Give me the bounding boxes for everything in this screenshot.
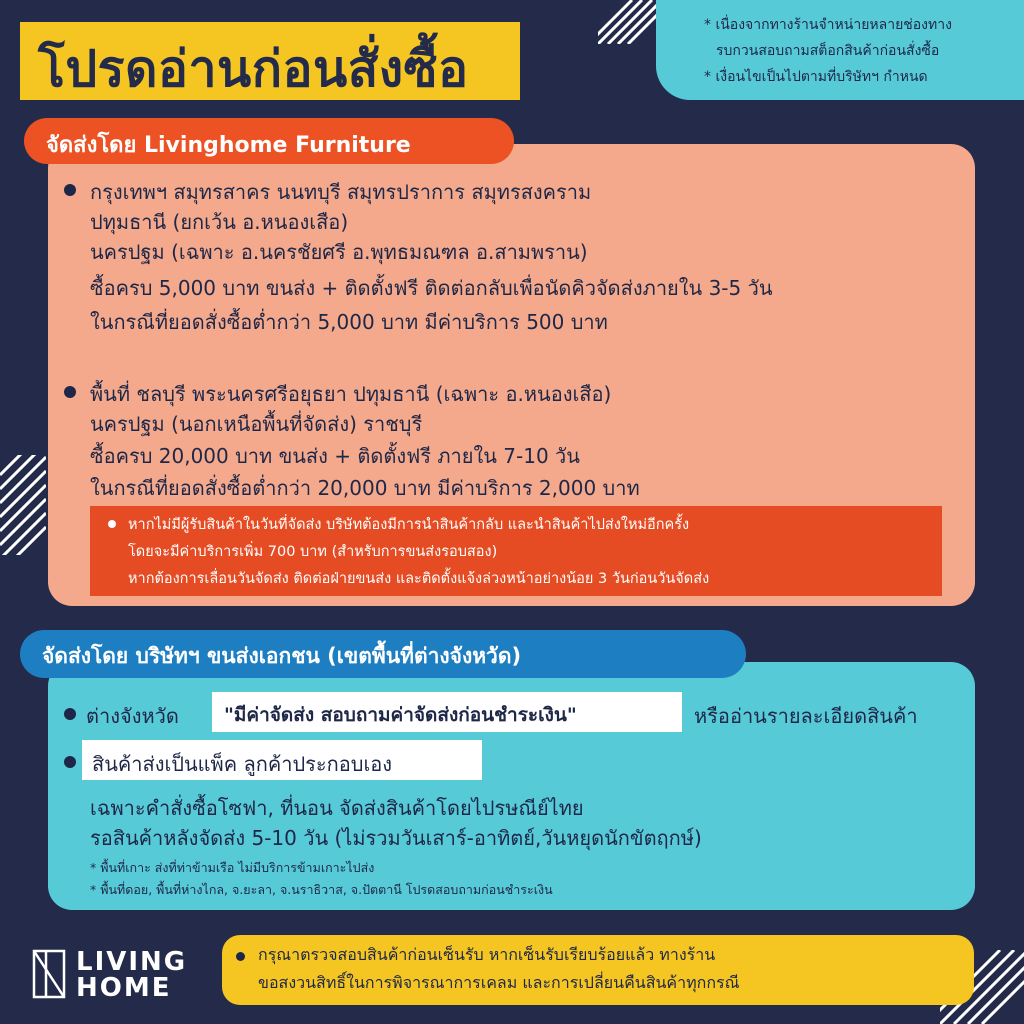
inspection-note bbox=[222, 935, 974, 1005]
bullet-icon bbox=[64, 184, 76, 196]
group2-line: ซื้อครบ 20,000 บาท ขนส่ง + ติดตั้งฟรี ภายใน 7-10 วัน bbox=[90, 444, 580, 468]
section2-header bbox=[20, 630, 746, 678]
pack-text: สินค้าส่งเป็นแพ็ค ลูกค้าประกอบเอง bbox=[92, 752, 393, 776]
group1-line: ในกรณีที่ยอดสั่งซื้อต่ำกว่า 5,000 บาท มีค่าบริการ 500 บาท bbox=[90, 310, 608, 334]
logo-mark-icon bbox=[32, 949, 66, 999]
note-line: หากต้องการเลื่อนวันจัดส่ง ติดต่อฝ่ายขนส่ง และติดตั้งแจ้งล่วงหน้าอย่างน้อย 3 วันก่อนวันจัดส่ง bbox=[128, 571, 710, 587]
logo-text-line2: HOME bbox=[76, 973, 172, 1003]
note-line: โดยจะมีค่าบริการเพิ่ม 700 บาท (สำหรับการขนส่งรอบสอง) bbox=[128, 544, 498, 560]
section1-header-label: จัดส่งโดย Livinghome Furniture bbox=[46, 133, 411, 158]
section2-header-label: จัดส่งโดย บริษัทฯ ขนส่งเอกชน (เขตพื้นที่ต่างจังหวัด) bbox=[42, 644, 522, 668]
group1-line: ปทุมธานี (ยกเว้น อ.หนองเสือ) bbox=[90, 210, 349, 234]
bullet-icon bbox=[236, 952, 245, 961]
decor-stripes-top bbox=[598, 0, 656, 44]
province-label: ต่างจังหวัด bbox=[86, 704, 179, 728]
group2-line: พื้นที่ ชลบุรี พระนครศรีอยุธยา ปทุมธานี (เฉพาะ อ.หนองเสือ) bbox=[90, 382, 612, 406]
section1-header bbox=[24, 118, 514, 164]
shipping-fee-text: "มีค่าจัดส่ง สอบถามค่าจัดส่งก่อนชำระเงิน" bbox=[224, 704, 577, 726]
notice-line: * เงื่อนไขเป็นไปตามที่บริษัทฯ กำหนด bbox=[704, 69, 928, 85]
pack-highlight bbox=[82, 740, 482, 780]
decor-stripes-left bbox=[0, 455, 46, 555]
footnote: * พื้นที่เกาะ ส่งที่ท่าข้ามเรือ ไม่มีบริการข้ามเกาะไปส่ง bbox=[90, 860, 375, 875]
top-notice bbox=[656, 0, 1024, 100]
bullet-icon bbox=[108, 520, 116, 528]
page-title: โปรดอ่านก่อนสั่งซื้อ bbox=[38, 40, 469, 98]
group1-line: นครปฐม (เฉพาะ อ.นครชัยศรี อ.พุทธมณฑล อ.สามพราน) bbox=[90, 240, 588, 264]
bullet-icon bbox=[64, 756, 76, 768]
section2-line: รอสินค้าหลังจัดส่ง 5-10 วัน (ไม่รวมวันเสาร์-อาทิตย์,วันหยุดนักขัตฤกษ์) bbox=[90, 826, 702, 850]
shipping-fee-highlight bbox=[212, 692, 682, 732]
note-line: หากไม่มีผู้รับสินค้าในวันที่จัดส่ง บริษัทต้องมีการนำสินค้ากลับ และนำสินค้าไปส่งใหม่อีกครั้ง bbox=[128, 517, 690, 533]
notice-line: * เนื่องจากทางร้านจำหน่ายหลายช่องทาง bbox=[704, 17, 952, 33]
group1-line: ซื้อครบ 5,000 บาท ขนส่ง + ติดตั้งฟรี ติดต่อกลับเพื่อนัดคิวจัดส่งภายใน 3-5 วัน bbox=[90, 276, 773, 300]
section2-line: เฉพาะคำสั่งซื้อโซฟา, ที่นอน จัดส่งสินค้าโดยไปรษณีย์ไทย bbox=[90, 796, 584, 820]
group2-line: นครปฐม (นอกเหนือพื้นที่จัดส่ง) ราชบุรี bbox=[90, 412, 423, 436]
section2-panel bbox=[48, 662, 975, 910]
title-banner bbox=[20, 22, 520, 100]
notice-line: รบกวนสอบถามสต็อกสินค้าก่อนสั่งซื้อ bbox=[716, 43, 940, 59]
read-details-text: หรืออ่านรายละเอียดสินค้า bbox=[694, 704, 918, 728]
bullet-icon bbox=[64, 708, 76, 720]
inspection-line: ขอสงวนสิทธิ์ในการพิจารณาการเคลม และการเปลี่ยนคืนสินค้าทุกกรณี bbox=[258, 973, 740, 992]
group2-line: ในกรณีที่ยอดสั่งซื้อต่ำกว่า 20,000 บาท มีค่าบริการ 2,000 บาท bbox=[90, 476, 640, 500]
redelivery-note bbox=[90, 506, 942, 596]
inspection-line: กรุณาตรวจสอบสินค้าก่อนเซ็นรับ หากเซ็นรับเรียบร้อยแล้ว ทางร้าน bbox=[258, 945, 716, 964]
logo-text-line1: LIVING bbox=[76, 947, 188, 977]
group1-line: กรุงเทพฯ สมุทรสาคร นนทบุรี สมุทรปราการ สมุทรสงคราม bbox=[90, 180, 592, 204]
bullet-icon bbox=[64, 386, 76, 398]
footnote: * พื้นที่ดอย, พื้นที่ห่างไกล, จ.ยะลา, จ.นราธิวาส, จ.ปัตตานี โปรดสอบถามก่อนชำระเงิน bbox=[90, 882, 553, 897]
